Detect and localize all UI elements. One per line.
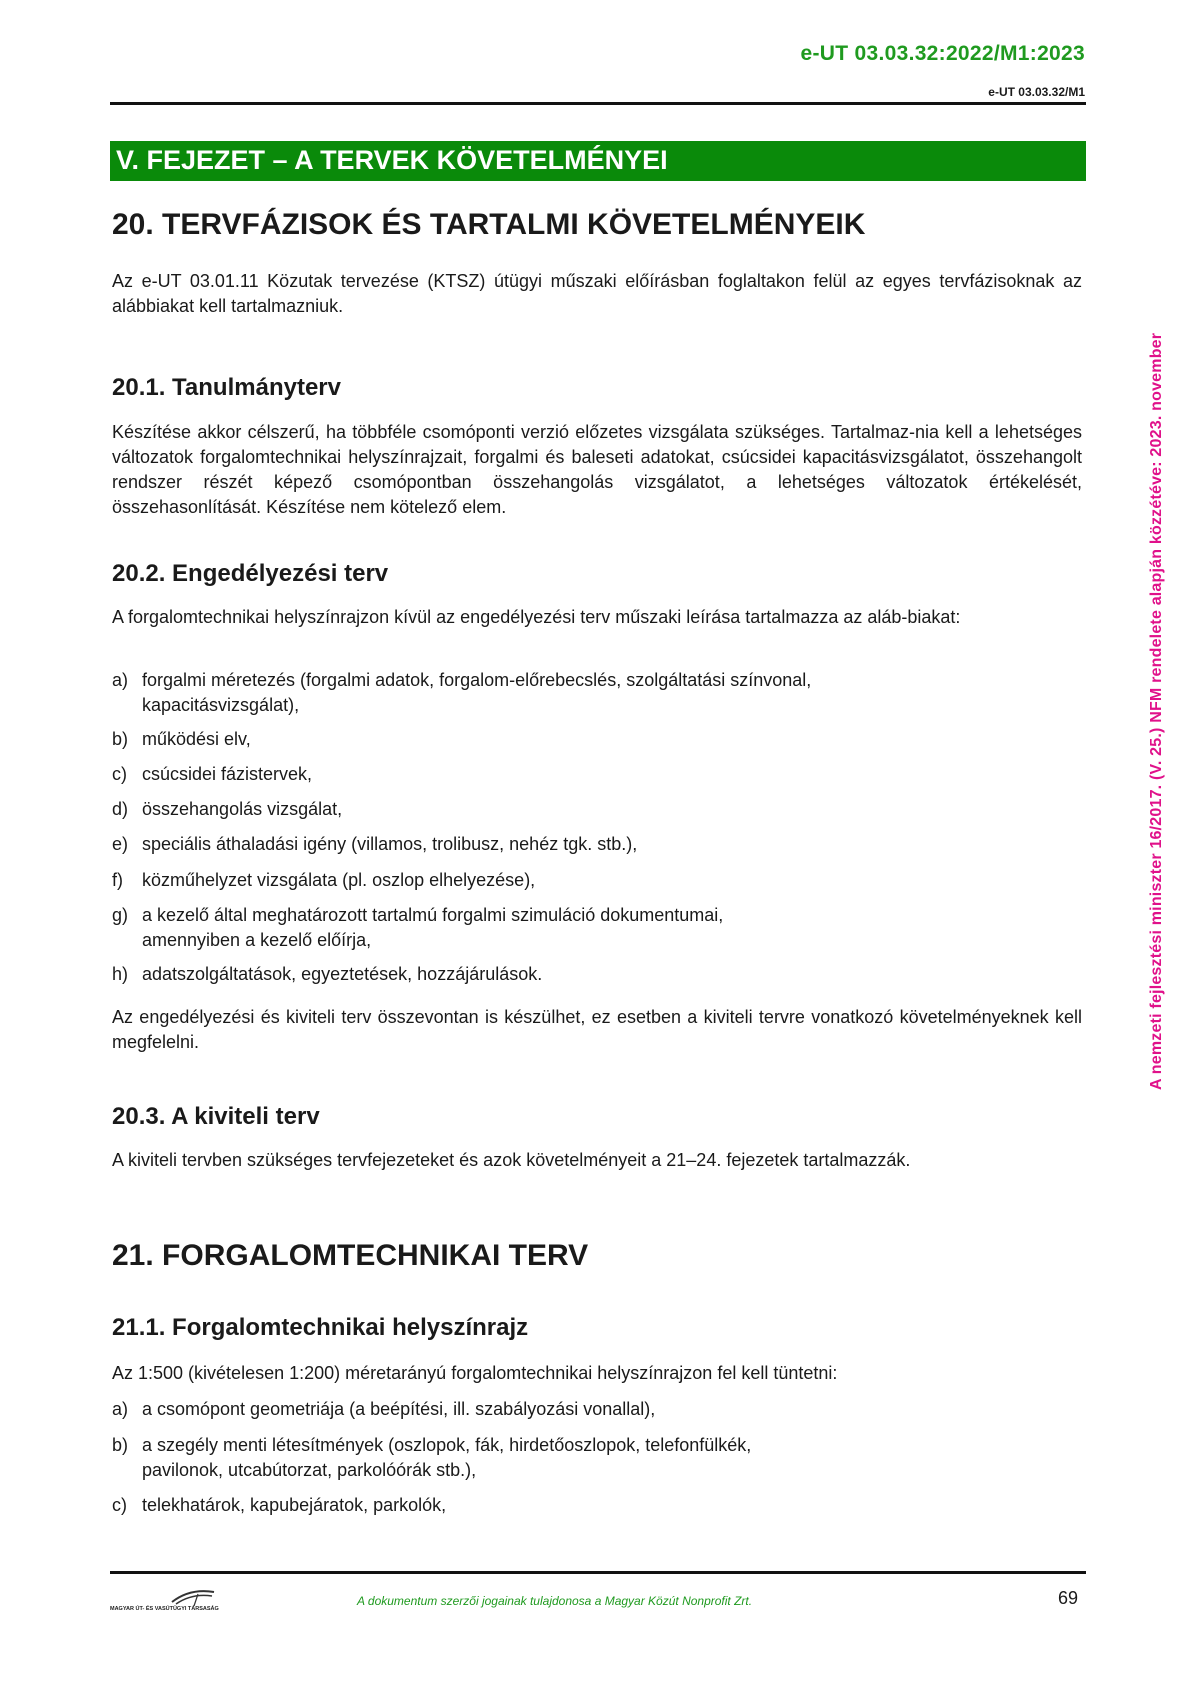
list-item-label: a) <box>112 1399 129 1419</box>
header-rule <box>110 102 1086 105</box>
organization-logo <box>110 1586 260 1614</box>
list-item-label: f) <box>112 870 123 890</box>
section-20-3-text: A kiviteli tervben szükséges tervfejezeteket és azok követelményeit a 21–24. fejezetek tartalmazzák. <box>112 1150 911 1170</box>
section-21-1-intro: Az 1:500 (kivételesen 1:200) méretarányú forgalomtechnikai helyszínrajzon fel kell tüntetni: <box>112 1363 838 1383</box>
list-item-label: d) <box>112 799 129 819</box>
list-item-label: a) <box>112 670 129 690</box>
section-20-2-intro: A forgalomtechnikai helyszínrajzon kívül az engedélyezési terv műszaki leírása tartalmazza az aláb-biakat: <box>112 607 961 627</box>
chapter-title: V. FEJEZET – A TERVEK KÖVETELMÉNYEI <box>116 145 668 175</box>
list-item-text: összehangolás vizsgálat, <box>142 799 343 819</box>
list-item-text: forgalmi méretezés (forgalmi adatok, forgalom-előrebecslés, szolgáltatási színvonal, kapacitásvizsgálat), <box>142 670 812 715</box>
list-item <box>112 797 1082 822</box>
list-item-label: h) <box>112 964 129 984</box>
section-20-2-closing: Az engedélyezési és kiviteli terv összevontan is készülhet, ez esetben a kiviteli tervre vonatkozó követelményeknek kell megfelelni. <box>112 1007 1082 1052</box>
list-item <box>112 727 1082 752</box>
list-item-text: működési elv, <box>142 729 251 749</box>
section-20-2-heading: 20.2. Engedélyezési terv <box>112 560 389 587</box>
page-number: 69 <box>1058 1588 1079 1608</box>
list-item-label: c) <box>112 1495 127 1515</box>
list-item <box>112 903 1082 953</box>
section-20-3-heading: 20.3. A kiviteli terv <box>112 1103 320 1130</box>
list-item <box>112 1493 1082 1518</box>
list-item-text: csúcsidei fázistervek, <box>142 764 313 784</box>
list-item-label: c) <box>112 764 127 784</box>
list-item <box>112 762 1082 787</box>
section-20-intro: Az e-UT 03.01.11 Közutak tervezése (KTSZ) útügyi műszaki előírásban foglaltakon felül az egyes tervfázisoknak az alábbiakat kell tartalmazniuk. <box>112 271 1082 316</box>
section-20-1-text: Készítése akkor célszerű, ha többféle csomóponti verzió előzetes vizsgálata szükséges. Tartalmaz-nia kell a lehetséges változatok forgalomtechnikai helyszínrajzait, forgalmi és baleseti adatokat, csúcsidei kapacitásvizsgálatot, összehangolt rendszer részét képező csomópontban összehangolás vizsgálatot, a lehetséges változatok értékelését, összehasonlítását. Készítése nem kötelező elem. <box>112 422 1082 517</box>
list-item <box>112 1433 1082 1483</box>
section-21-heading: 21. FORGALOMTECHNIKAI TERV <box>112 1239 589 1272</box>
list-item <box>112 868 1082 893</box>
list-item-text: a szegély menti létesítmények (oszlopok, fák, hirdetőoszlopok, telefonfülkék, pavilonok, utcabútorzat, parkolóórák stb.), <box>142 1435 752 1480</box>
list-item <box>112 962 1082 987</box>
list-item-text: adatszolgáltatások, egyeztetések, hozzájárulások. <box>142 964 543 984</box>
list-item-text: közműhelyzet vizsgálata (pl. oszlop elhelyezése), <box>142 870 536 890</box>
footer-rule <box>110 1571 1086 1574</box>
list-item-label: b) <box>112 1435 129 1455</box>
document-subcode: e-UT 03.03.32/M1 <box>988 85 1085 99</box>
list-item-text: speciális áthaladási igény (villamos, trolibusz, nehéz tgk. stb.), <box>142 834 638 854</box>
list-item-text: a csomópont geometriája (a beépítési, ill. szabályozási vonallal), <box>142 1399 656 1419</box>
list-item <box>112 832 1082 857</box>
list-item-label: b) <box>112 729 129 749</box>
section-20-heading: 20. TERVFÁZISOK ÉS TARTALMI KÖVETELMÉNYEIK <box>112 208 866 241</box>
section-20-1-heading: 20.1. Tanulmányterv <box>112 374 341 401</box>
publication-side-note: A nemzeti fejlesztési miniszter 16/2017. (V. 25.) NFM rendelete alapján közzétéve: 2023. november <box>1148 332 1165 1090</box>
svg-text:MAGYAR ÚT- ÉS VASÚTÜGYI TÁRSAS: MAGYAR ÚT- ÉS VASÚTÜGYI TÁRSASÁG <box>110 1606 219 1612</box>
list-item-label: e) <box>112 834 129 854</box>
list-item-label: g) <box>112 905 129 925</box>
list-item-text: telekhatárok, kapubejáratok, parkolók, <box>142 1495 447 1515</box>
section-21-1-heading: 21.1. Forgalomtechnikai helyszínrajz <box>112 1314 529 1341</box>
list-item <box>112 668 1082 718</box>
copyright-note: A dokumentum szerzői jogainak tulajdonosa a Magyar Közút Nonprofit Zrt. <box>357 1594 753 1608</box>
list-item <box>112 1397 1082 1422</box>
organization-logo-icon <box>110 1586 260 1614</box>
list-item-text: a kezelő által meghatározott tartalmú forgalmi szimuláció dokumentumai, amennyiben a kezelő előírja, <box>142 905 724 950</box>
document-code: e-UT 03.03.32:2022/M1:2023 <box>800 42 1085 65</box>
